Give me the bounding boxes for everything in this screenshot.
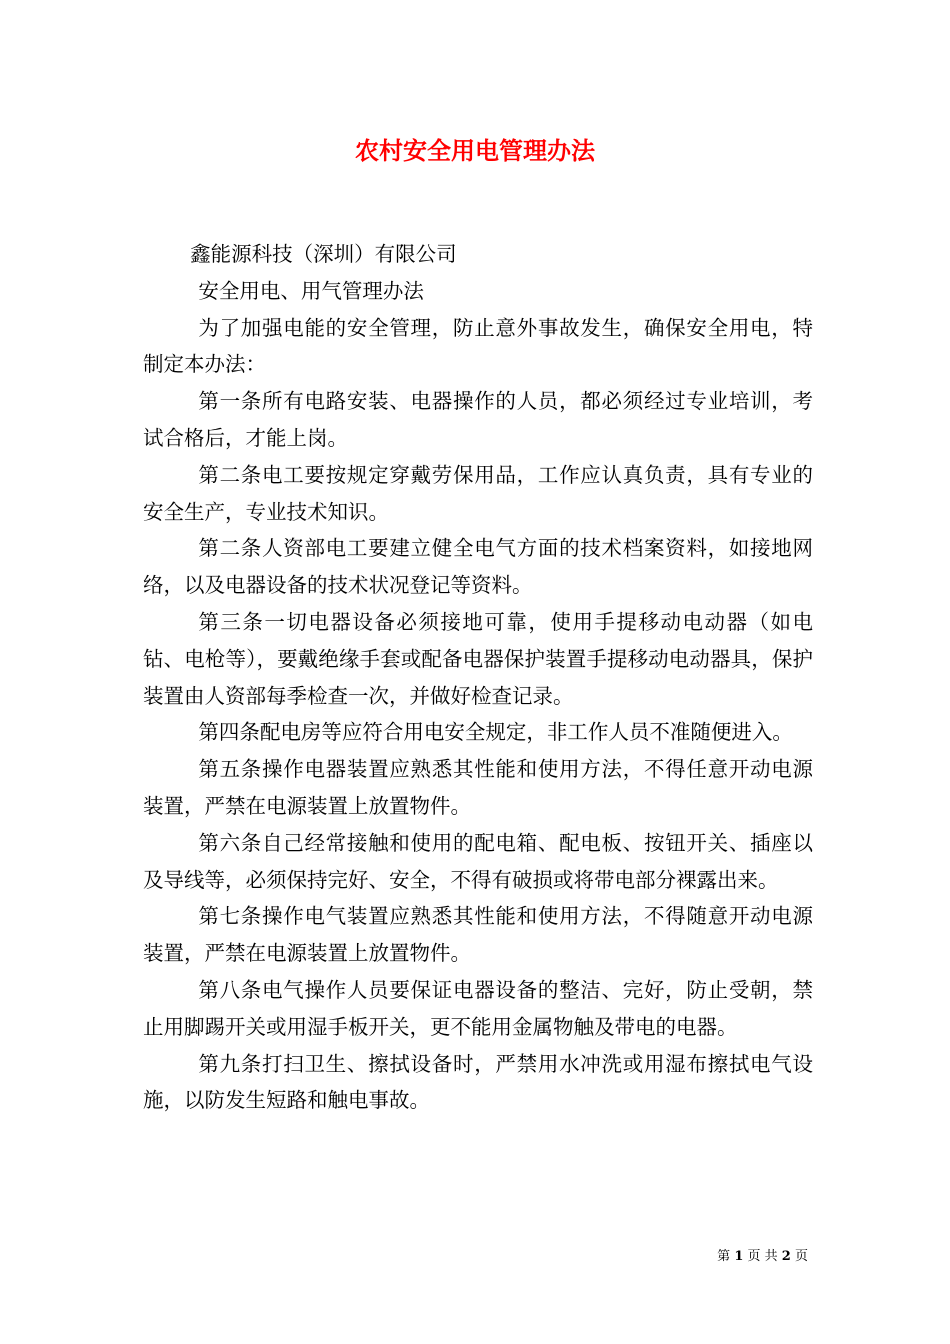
paragraph-article-2b: 第二条人资部电工要建立健全电气方面的技术档案资料，如接地网络，以及电器设备的技术状况登记等资料。 [143,536,813,598]
document-title: 农村安全用电管理办法 [355,136,595,165]
paragraph-article-2: 第二条电工要按规定穿戴劳保用品，工作应认真负责，具有专业的安全生产，专业技术知识。 [143,462,813,524]
footer-total-pages: 2 [781,1249,791,1264]
document-body [143,236,813,1119]
paragraph-article-5: 第五条操作电器装置应熟悉其性能和使用方法，不得任意开动电源装置，严禁在电源装置上放置物件。 [143,757,813,818]
paragraph-article-9: 第九条打扫卫生、擦拭设备时，严禁用水冲洗或用湿布擦拭电气设施，以防发生短路和触电事故。 [143,1051,813,1113]
paragraph-article-1: 第一条所有电路安装、电器操作的人员，都必须经过专业培训，考试合格后，才能上岗。 [143,389,813,450]
paragraph-intro: 为了加强电能的安全管理，防止意外事故发生，确保安全用电，特制定本办法： [143,315,813,377]
paragraph-article-6: 第六条自己经常接触和使用的配电箱、配电板、按钮开关、插座以及导线等，必须保持完好、安全，不得有破损或将带电部分裸露出来。 [143,830,813,892]
paragraph-article-3: 第三条一切电器设备必须接地可靠，使用手提移动电动器（如电钻、电枪等），要戴绝缘手套或配备电器保护装置手提移动电动器具，保护装置由人资部每季检查一次，并做好检查记录。 [143,609,813,708]
footer-prefix: 第 [717,1249,731,1264]
paragraph-subtitle: 安全用电、用气管理办法 [198,278,424,303]
paragraph-article-8: 第八条电气操作人员要保证电器设备的整洁、完好，防止受朝，禁止用脚踢开关或用湿手板开关，更不能用金属物触及带电的电器。 [143,977,813,1039]
paragraph-company: 鑫能源科技（深圳）有限公司 [190,242,457,266]
paragraph-article-4: 第四条配电房等应符合用电安全规定，非工作人员不准随便进入。 [198,720,793,745]
paragraph-article-7: 第七条操作电气装置应熟悉其性能和使用方法，不得随意开动电源装置，严禁在电源装置上放置物件。 [143,904,813,966]
footer-current-page: 1 [734,1249,744,1264]
footer-suffix: 页 [794,1249,808,1264]
page-footer [0,1248,808,1266]
footer-middle: 页 共 [747,1249,778,1264]
